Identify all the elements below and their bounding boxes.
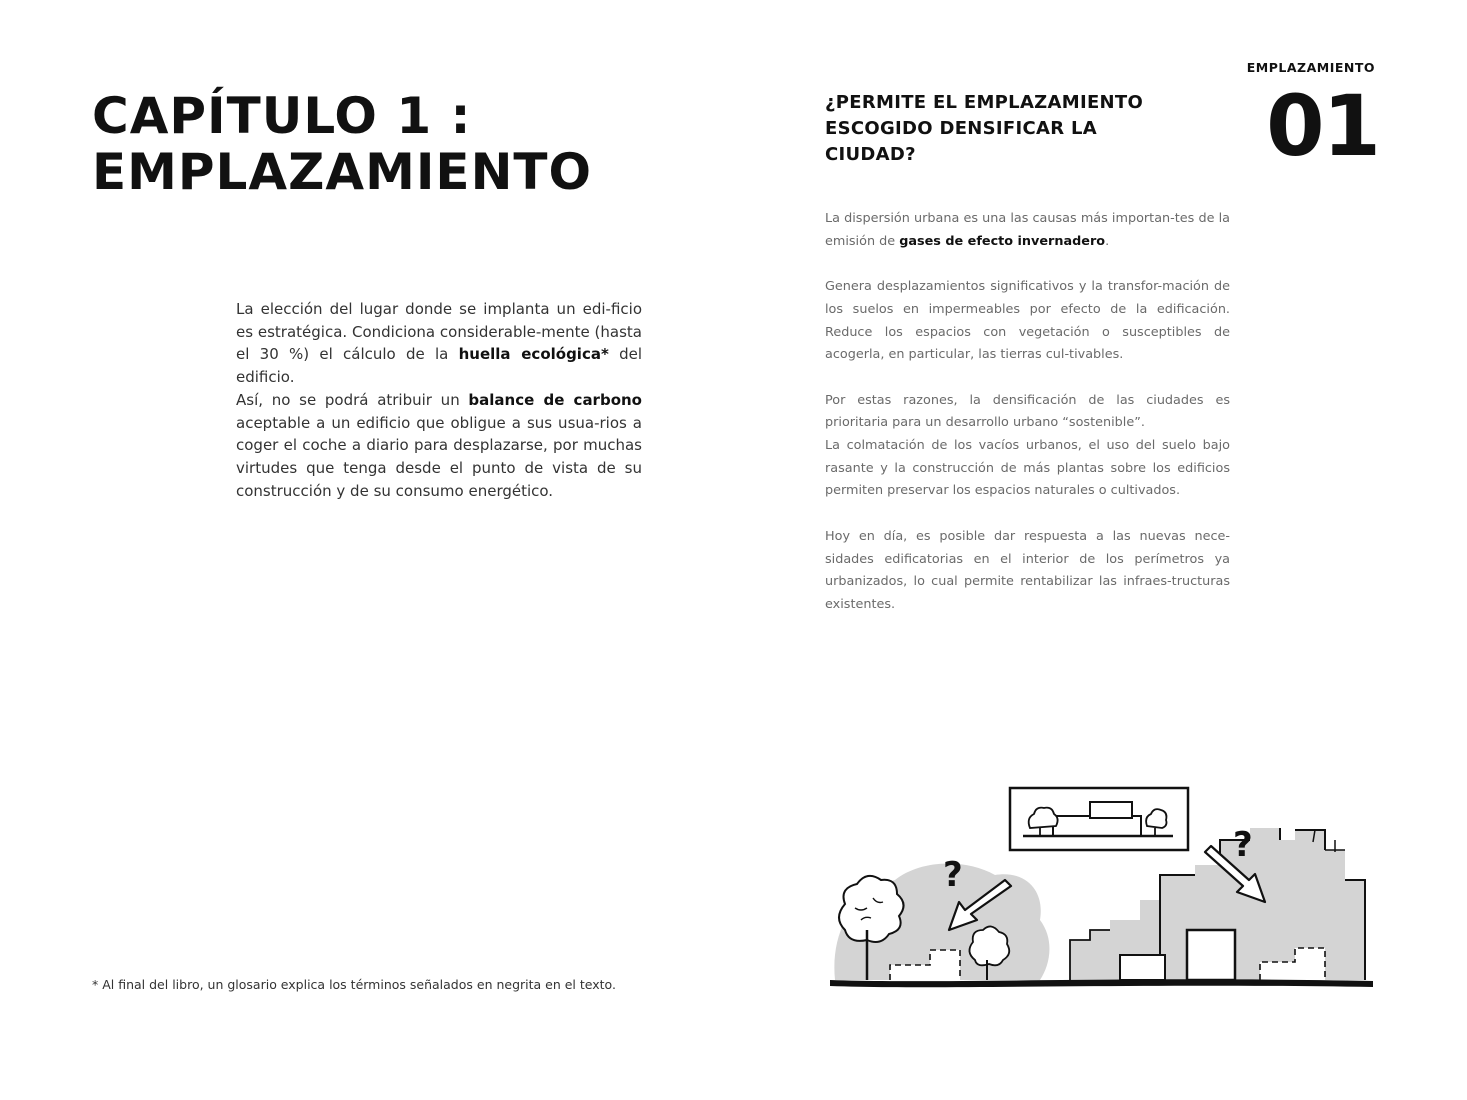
question-mark-left: ? — [943, 855, 963, 895]
body-paragraph-2: Genera desplazamientos significativos y la transfor-mación de los suelos en impermeables por efecto de la edificación. Reduce los espacios con vegetación o susceptibles de acogerla, en particular, las tierras cul-tivables. — [825, 279, 1230, 363]
footnote: * Al final del libro, un glosario explica los términos señalados en negrita en el texto. — [92, 977, 616, 992]
body-text-1c: . — [1105, 233, 1110, 249]
chapter-title-line-2: EMPLAZAMIENTO — [92, 143, 593, 201]
intro-text-1c: del edificio. — [236, 345, 642, 387]
body-paragraph-4: La colmatación de los vacíos urbanos, el uso del suelo bajo rasante y la construcción de más plantas sobre los edificios permiten preservar los espacios naturales o cultivados. — [825, 438, 1230, 499]
section-heading-line-2: ESCOGIDO DENSIFICAR LA — [825, 118, 1097, 139]
section-heading-line-3: CIUDAD? — [825, 144, 916, 165]
intro-text-2c: aceptable a un edificio que obligue a sus usua-rios a coger el coche a diario para desplazarse, por muchas virtudes que tenga desde el punto de vista de su construcción y de su consumo energético. — [236, 413, 642, 500]
body-column — [825, 208, 1230, 639]
densification-sketch — [825, 780, 1385, 1015]
body-paragraph-5: Hoy en día, es posible dar respuesta a las nuevas nece-sidades edificatorias en el interior de los perímetros ya urbanizados, lo cual permite rentabilizar las infraes-tructuras existentes. — [825, 528, 1230, 612]
body-paragraph-1 — [825, 208, 1230, 253]
section-heading-line-1: ¿PERMITE EL EMPLAZAMIENTO — [825, 92, 1144, 113]
intro-text-2a: Así, no se podrá atribuir un — [236, 390, 469, 409]
ground-line — [830, 979, 1373, 987]
section-heading — [825, 90, 1205, 168]
chapter-number: 01 — [1266, 77, 1379, 175]
chapter-title — [92, 88, 592, 200]
term-gases-efecto-invernadero: gases de efecto invernadero — [899, 233, 1106, 249]
left-page — [0, 0, 733, 1100]
running-head: EMPLAZAMIENTO — [1246, 60, 1375, 75]
intro-text-1a: La elección del lugar donde se implanta un edi-ficio es estratégica. Condiciona considerable-mente (hasta el 30 %) el cálculo de la — [236, 300, 642, 364]
chapter-title-line-1: CAPÍTULO 1 : — [92, 87, 472, 145]
term-huella-ecologica: huella ecológica* — [458, 345, 609, 364]
intro-paragraph — [236, 298, 642, 502]
question-mark-right: ? — [1233, 825, 1253, 865]
right-page — [733, 0, 1467, 1100]
inset-frame — [1010, 788, 1188, 850]
body-paragraph-3: Por estas razones, la densificación de las ciudades es prioritaria para un desarrollo urbano “sostenible”. — [825, 392, 1230, 431]
body-text-1a: La dispersión urbana es una las causas más importan-tes de la emisión de — [825, 211, 1230, 249]
term-balance-carbono: balance de carbono — [468, 390, 642, 409]
